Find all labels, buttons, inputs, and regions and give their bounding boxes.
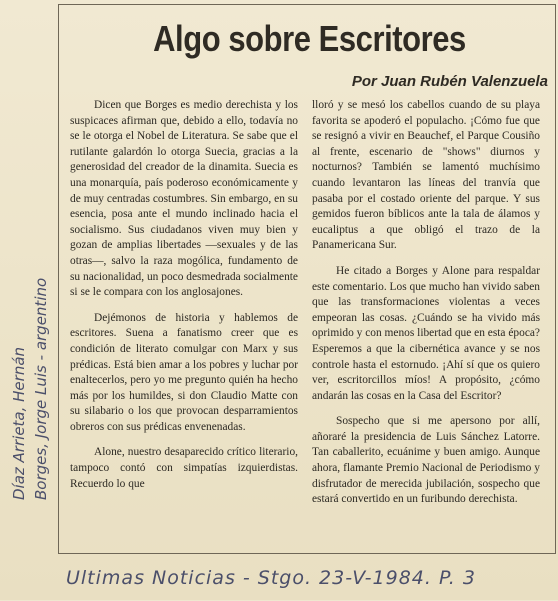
- handwritten-source-note: [58, 556, 558, 596]
- article-title: Algo sobre Escritores: [153, 18, 466, 59]
- source-note-text: Ultimas Noticias - Stgo. 23-V-1984. P. 3: [66, 567, 476, 589]
- paragraph: He citado a Borges y Alone para respaldar este comentario. Los que mucho han vivido saben que las transformaciones violentas a veces empeoran las cosas. ¿Cuándo se ha vivido más oprimido y con menos libertad que en esta época? Esperemos a que la cibernética avance y se nos controle hasta el estornudo. ¡Ahí sí que os quiero ver, escritorcillos míos! A propósito, ¿cómo andarán las cosas en la Casa del Escritor?: [312, 264, 540, 402]
- paragraph: Dicen que Borges es medio derechista y los suspicaces afirman que, debido a ello, todavía no se le otorga el Nobel de Literatura. Se sabe que el rutilante galardón lo otorga Suecia, gracias a la generosidad del creador de la dinamita. Suecia es una monarquía, país poderoso económicamente y de muy centradas costumbres. Sin embargo, en su esencia, posa ante el mundo inclinado hacia el socialismo. Sus ciudadanos viven muy bien y gozan de amplias libertades —sexuales y de las otras—, salvo la raza mogólica, fundamento de su nacionalidad, un poco desmedrada socialmente si se le compara con los anglosajones.: [70, 99, 298, 299]
- article-column-right: [312, 98, 540, 550]
- margin-note-line-1: Díaz Arrieta, Hernán: [10, 346, 28, 500]
- paragraph: lloró y se mesó los cabellos cuando de su playa favorita se apoderó el populacho. ¡Cómo fue que se resignó a vivir en Beauchef, el Parque Cousiño al frente, escenario de "shows" diurnos y nocturnos? También se lamentó muchísimo cuando levantaron las líneas del tranvía que pasaba por el costado oriente del parque. Y sus gemidos fueron bíblicos ante la tala de álamos y eucaliptus a que obligó el trazo de la Panamericana Sur.: [312, 99, 540, 252]
- handwritten-margin-note: [0, 0, 60, 552]
- paragraph: Alone, nuestro desaparecido crítico literario, tampoco contó con simpatías izquierdistas. Recuerdo lo que: [70, 446, 298, 490]
- article-byline: Por Juan Rubén Valenzuela: [351, 73, 548, 90]
- article-column-left: [70, 98, 298, 550]
- paragraph: Sospecho que si me apersono por allí, añoraré la presidencia de Luis Sánchez Latorre. Tan caballerito, ecuánime y buen amigo. Aunque ahora, flamante Premio Nacional de Periodismo y disfrutador de merecida jubilación, sospecho que estará convertido en un furibundo derechista.: [312, 415, 540, 506]
- paragraph: Dejémonos de historia y hablemos de escritores. Suena a fanatismo creer que es condición de literato comulgar con Marx y sus prédicas. Está bien amar a los pobres y luchar por enaltecerlos, pero yo me pregunto quién ha hecho más por los humildes, si don Claudio Matte con su silabario o los que provocan desparramientos obreros con sus prédicas envenenadas.: [70, 311, 298, 433]
- margin-note-line-2: Borges, Jorge Luis - argentino: [32, 277, 50, 500]
